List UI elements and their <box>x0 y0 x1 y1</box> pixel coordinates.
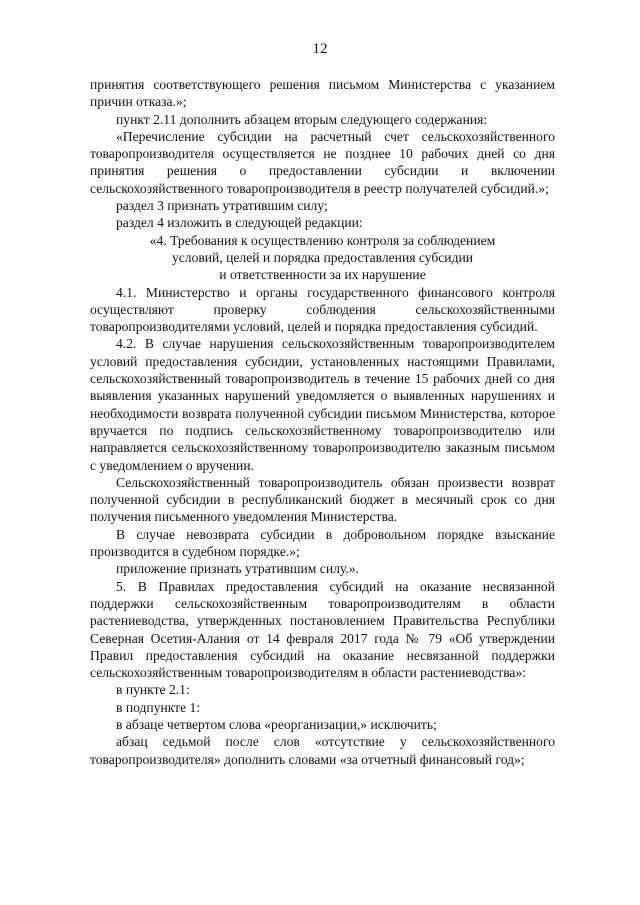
page-number: 12 <box>312 41 328 57</box>
paragraph: «Перечисление субсидии на расчетный счет сельскохозяйственного товаропроизводителя осуществляется не позднее 10 рабочих дней со дня принятия решения о предоставлении субсидии и включении сельскохозяйственного товаропроизводителя в реестр получателей субсидий.»; <box>90 128 555 196</box>
paragraph: 5. В Правилах предоставления субсидий на оказание несвязанной поддержки сельскохозяйственным товаропроизводителям в области растениеводства, утвержденных постановлением Правительства Республики Северная Осетия-Алания от 14 февраля 2017 года № 79 «Об утверждении Правил предоставления субсидий на оказание несвязанной поддержки сельскохозяйственным товаропроизводителям в области растениеводства»: <box>90 578 555 681</box>
paragraph: в пункте 2.1: <box>116 682 190 698</box>
paragraph: в подпункте 1: <box>116 699 201 715</box>
paragraph: 4.2. В случае нарушения сельскохозяйственным товаропроизводителем условий предоставления субсидии, установленных настоящими Правилами, сельскохозяйственный товаропроизводитель в течение 15 рабочих дней со дня выявления указанных нарушений уведомляется о выявленных нарушениях и необходимости возврата полученной субсидии письмом Министерства, которое вручается по подпись сельскохозяйственному товаропроизводителю или направляется сельскохозяйственному товаропроизводителю заказным письмом с уведомлением о вручении. <box>90 336 555 473</box>
paragraph: раздел 4 изложить в следующей редакции: <box>116 215 363 231</box>
section-heading-line: «4. Требования к осуществлению контроля за соблюдением <box>149 232 496 248</box>
document-body <box>90 76 555 768</box>
paragraph: В случае невозврата субсидии в добровольном порядке взыскание производится в судебном порядке.»; <box>90 526 555 560</box>
paragraph: в абзаце четвертом слова «реорганизации,» исключить; <box>116 716 437 732</box>
paragraph: пункт 2.11 дополнить абзацем вторым следующего содержания: <box>116 111 488 127</box>
paragraph: Сельскохозяйственный товаропроизводитель обязан произвести возврат полученной субсидии в республиканский бюджет в месячный срок со дня получения письменного уведомления Министерства. <box>90 474 555 525</box>
section-heading-line: условий, целей и порядка предоставления субсидии <box>171 249 474 265</box>
section-heading-line: и ответственности за их нарушение <box>219 267 426 283</box>
paragraph: 4.1. Министерство и органы государственного финансового контроля осуществляют проверку соблюдения сельскохозяйственными товаропроизводителями условий, целей и порядка предоставления субсидий. <box>90 284 555 335</box>
paragraph: раздел 3 признать утратившим силу; <box>116 198 328 214</box>
paragraph: абзац седьмой после слов «отсутствие у сельскохозяйственного товаропроизводителя» дополнить словами «за отчетный финансовый год»; <box>90 734 555 767</box>
paragraph: приложение признать утратившим силу.». <box>116 561 359 577</box>
paragraph: принятия соответствующего решения письмом Министерства с указанием причин отказа.»; <box>90 77 555 110</box>
